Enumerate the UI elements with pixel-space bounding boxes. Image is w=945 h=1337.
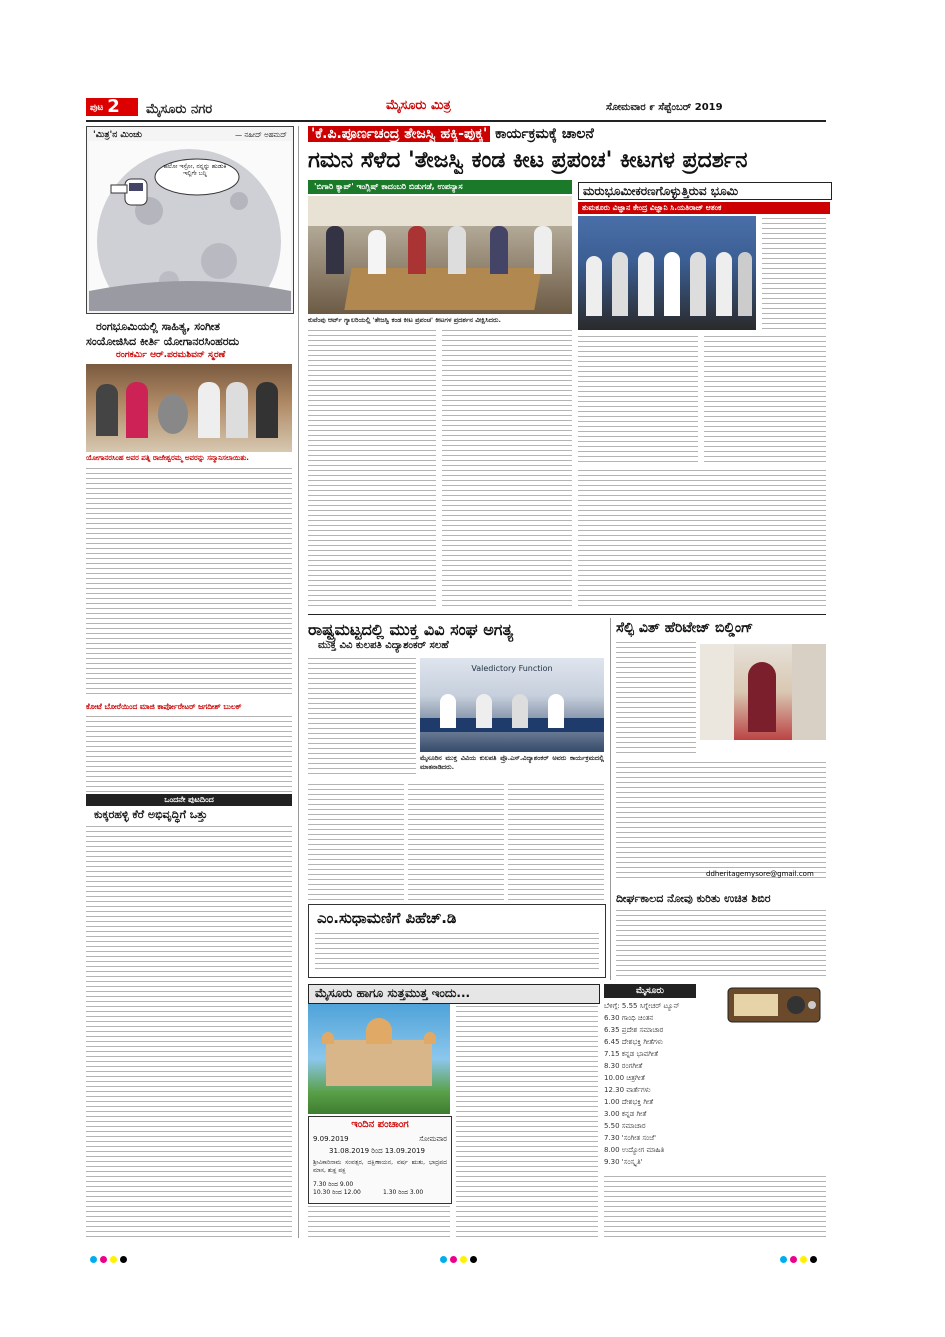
radio-line-1: ಬೆಳಿಗ್ಗೆ: 5.55 ಸಿಗ್ನೇಚರ್ ಟ್ಯೂನ್	[604, 1002, 680, 1010]
today-banner-text: ಮೈಸೂರು ಹಾಗೂ ಸುತ್ತಮುತ್ತ ಇಂದು...	[315, 986, 471, 1000]
lead-photo	[308, 196, 572, 314]
radio-line-6: 8.30 ರಂಗಗೀತೆ	[604, 1062, 643, 1070]
radio-line-8: 12.30 ವಾರ್ತೆಗಳು	[604, 1086, 651, 1094]
radio-line-14: 9.30 'ಸಂಸ್ಕೃತಿ'	[604, 1158, 643, 1166]
registration-marks-right	[780, 1248, 820, 1267]
ranga-headline-2: ಸಂಯೋಜಿಸಿದ ಕೀರ್ತಿ ಯೋಗಾನರಸಿಂಹರದು	[86, 335, 240, 348]
univ-subhead: ಮುಕ್ತ ವಿವಿ ಕುಲಪತಿ ವಿದ್ಯಾಶಂಕರ್ ಸಲಹೆ	[318, 640, 449, 651]
univ-photo	[420, 658, 604, 752]
desert-subtitle: ತುಮಕೂರು ವಿಜ್ಞಾನ ಕೇಂದ್ರ ವಿಜ್ಞಾನಿ ಸಿ.ಯತಿರಾಜ್ ಆತಂಕ	[578, 202, 830, 214]
registration-marks-left	[90, 1248, 130, 1267]
desert-title: ಮರುಭೂಮೀಕರಣಗೊಳ್ಳುತ್ತಿರುವ ಭೂಮಿ	[578, 182, 832, 200]
radio-line-9: 1.00 ದೇಶಭಕ್ತಿ ಗೀತೆ	[604, 1098, 654, 1106]
radio-line-2: 6.30 ಗಾಂಧಿ ಚಿಂತನ	[604, 1014, 654, 1022]
phd-headline: ಎಂ.ಸುಧಾಮಣಿಗೆ ಪಿಹೆಚ್.ಡಿ	[317, 909, 457, 927]
radio-line-12: 7.30 'ಸಂಗೀತ ಸಂಜೆ'	[604, 1134, 657, 1142]
radio-icon	[726, 984, 822, 1024]
masthead: ಮೈಸೂರು ಮಿತ್ರ	[386, 98, 451, 113]
univ-banner: Valedictory Function	[471, 664, 553, 673]
cartoon-title: 'ಮಿತ್ರ'ನ ಮಿಂಚು	[93, 130, 143, 140]
panchanga-tithi: ಶ್ರೀವಿಕಾರಿನಾಮ ಸಂವತ್ಸರ, ದಕ್ಷಿಣಾಯನ, ವರ್ಷ ಋತು, ಭಾದ್ರಪದ ಮಾಸ, ಶುಕ್ಲ ಪಕ್ಷ	[313, 1159, 447, 1174]
panchanga-title: ಇಂದಿನ ಪಂಚಾಂಗ	[351, 1119, 409, 1130]
ranga-photo	[86, 364, 292, 452]
speech-bubble: ಹಲೋ ಇಸ್ರೋ, ನನ್ನನ್ನು ಹುಡುಕಿ ಇಲ್ಲಿಗೇ ಬನ್ನಿ	[163, 163, 227, 177]
cartoon-byline: — ನಹೀದ್ ಅಹಮದ್	[235, 131, 287, 139]
univ-headline: ರಾಷ್ಟ್ರಮಟ್ಟದಲ್ಲಿ ಮುಕ್ತ ವಿವಿ ಸಂಘ ಅಗತ್ಯ	[308, 620, 514, 639]
phd-box	[308, 904, 606, 978]
panchanga-range: 31.08.2019 ರಿಂದ 13.09.2019	[329, 1147, 425, 1155]
univ-caption: ಮೈಸೂರಿನ ಮುಕ್ತ ವಿವಿಯ ಕುಲಪತಿ ಪ್ರೊ.ಎಸ್.ವಿದ್ಯಾಶಂಕರ್ ಅವರು ಕಾರ್ಯಕ್ರಮದಲ್ಲಿ ಮಾತನಾಡಿದರು.	[420, 754, 604, 771]
corporator-head: ಕೋಟೆ ಬೋರೆಯಿಂದ ಮಾಜಿ ಕಾರ್ಪೋರೇಟರ್ ಜಗದೀಶ್ ಬುಲಕ್	[86, 702, 242, 711]
palace-photo	[308, 1004, 450, 1114]
ondane-label: ಒಂದನೇ ಪುಟದಿಂದ	[86, 794, 292, 806]
date-line: ಸೋಮವಾರ ೯ ಸೆಪ್ಟೆಂಬರ್ 2019	[606, 102, 723, 113]
registration-marks-center	[440, 1248, 480, 1267]
desert-photo	[578, 216, 756, 330]
time-2: 10.30 ರಿಂದ 12.00	[313, 1189, 361, 1196]
page-number: 2	[107, 96, 120, 117]
ranga-subhead: ರಂಗಕರ್ಮಿ ಆರ್.ಪರಮಶಿವನ್ ಸ್ಮರಣೆ	[116, 350, 226, 360]
newspaper-page	[86, 92, 826, 1242]
lead-subhead: 'ಬಿಗಾರಿ ಕ್ಯಾಪ್' ಇಂಗ್ಲಿಷ್ ಕಾದಂಬರಿ ಬಿಡುಗಡೆ, ಉಪನ್ಯಾಸ	[308, 180, 572, 194]
time-1: 7.30 ರಿಂದ 9.00	[313, 1181, 354, 1188]
time-3: 1.30 ರಿಂದ 3.00	[383, 1189, 424, 1196]
radio-line-7: 10.00 ಚಿತ್ರಗೀತೆ	[604, 1074, 645, 1082]
panchanga-weekday: ಸೋಮವಾರ	[419, 1135, 447, 1143]
page-folio	[86, 98, 138, 116]
lead-kicker-black: ಕಾರ್ಯಕ್ರಮಕ್ಕೆ ಚಾಲನೆ	[495, 126, 594, 142]
camp-headline: ದೀರ್ಘಕಾಲದ ನೋವು ಕುರಿತು ಉಚಿತ ಶಿಬಿರ	[616, 892, 771, 905]
radio-line-5: 7.15 ಕನ್ನಡ ಭಾವಗೀತೆ	[604, 1050, 659, 1058]
selfie-photo	[700, 644, 826, 740]
folio-label: ಪುಟ	[90, 103, 104, 113]
section-name: ಮೈಸೂರು ನಗರ	[146, 102, 213, 117]
radio-line-13: 8.00 ಉದ್ಯೋಗ ಮಾಹಿತಿ	[604, 1146, 665, 1154]
radio-title: ಮೈಸೂರು	[604, 984, 696, 998]
ranga-caption: ಯೋಗಾನರಸಿಂಹ ಅವರ ಪತ್ನಿ ರಾಜೇಶ್ವರಮ್ಮ ಅವರನ್ನು ಸನ್ಮಾನಿಸಲಾಯಿತು.	[86, 454, 249, 462]
ranga-headline-1: ರಂಗಭೂಮಿಯಲ್ಲಿ ಸಾಹಿತ್ಯ, ಸಂಗೀತ	[96, 320, 220, 333]
panchanga-box	[308, 1116, 452, 1204]
cartoon-box	[86, 126, 294, 314]
panchanga-date: 9.09.2019	[313, 1135, 349, 1143]
radio-line-3: 6.35 ಪ್ರದೇಶ ಸಮಾಚಾರ	[604, 1026, 664, 1034]
lead-kicker	[308, 126, 826, 144]
lake-headline: ಕುಕ್ಕರಹಳ್ಳಿ ಕೆರೆ ಅಭಿವೃದ್ಧಿಗೆ ಒತ್ತು	[94, 808, 208, 821]
lead-caption: ಕುವೆಂಪು ಆರ್ಟ್ ಗ್ಯಾಲರಿಯಲ್ಲಿ 'ತೇಜಸ್ವಿ ಕಂಡ ಕೀಟ ಪ್ರಪಂಚ' ಕೀಟಗಳ ಪ್ರದರ್ಶನ ವೀಕ್ಷಿಸಿದರು.	[308, 316, 501, 324]
lead-kicker-red: 'ಕೆ.ಪಿ.ಪೂರ್ಣಚಂದ್ರ ತೇಜಸ್ವಿ ಹಕ್ಕಿ-ಪುಕ್ಕ'	[308, 126, 490, 142]
selfie-email: ddheritagemysore@gmail.com	[706, 870, 814, 878]
selfie-headline: ಸೆಲ್ಫಿ ವಿತ್ ಹೆರಿಟೇಜ್ ಬಿಲ್ಡಿಂಗ್	[616, 620, 754, 636]
radio-box	[604, 984, 826, 1238]
radio-line-4: 6.45 ದೇಶಭಕ್ತಿ ಗೀತೆಗಳು	[604, 1038, 663, 1046]
today-banner	[308, 984, 600, 1004]
radio-line-10: 3.00 ಕನ್ನಡ ಗೀತೆ	[604, 1110, 647, 1118]
lead-headline: ಗಮನ ಸೆಳೆದ 'ತೇಜಸ್ವಿ ಕಂಡ ಕೀಟ ಪ್ರಪಂಚ' ಕೀಟಗಳ ಪ್ರದರ್ಶನ	[308, 148, 748, 173]
radio-line-11: 5.50 ಸಮಾಚಾರ	[604, 1122, 646, 1130]
